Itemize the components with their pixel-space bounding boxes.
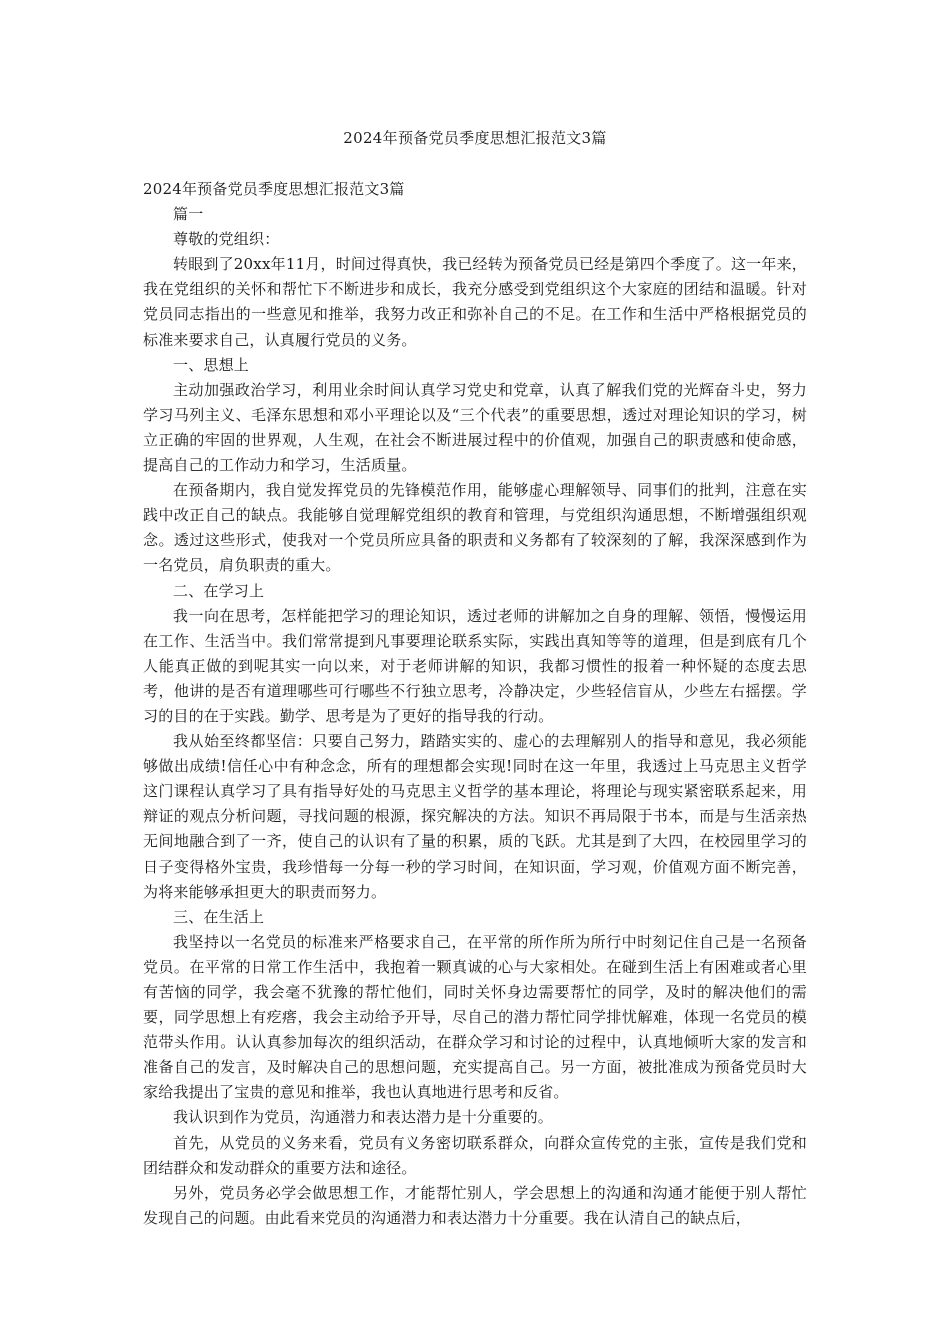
salutation: 尊敬的党组织： [173, 230, 280, 249]
section-heading: 三、在生活上 [173, 907, 265, 926]
paragraph: 另外，党员务必学会做思想工作，才能帮忙别人，学会思想上的沟通和沟通才能便于别人帮忙发现自己的问题。由此看来党员的沟通潜力和表达潜力十分重要。我在认清自己的缺点后， [143, 1183, 807, 1227]
paragraph: 首先，从党员的义务来看，党员有义务密切联系群众，向群众宣传党的主张，宣传是我们党和团结群众和发动群众的重要方法和途径。 [143, 1133, 807, 1177]
document-title: 2024年预备党员季度思想汇报范文3篇 [343, 129, 607, 147]
part-label: 篇一 [173, 205, 204, 224]
section-heading: 二、在学习上 [173, 581, 265, 600]
paragraph: 我坚持以一名党员的标准来严格要求自己，在平常的所作所为所行中时刻记住自己是一名预备党员。在平常的日常工作生活中，我抱着一颗真诚的心与大家相处。在碰到生活上有困难或者心里有苦恼的同学，我会毫不犹豫的帮忙他们，同时关怀身边需要帮忙的同学，及时的解决他们的需要，同学思想上有疙瘩，我会主动给予开导，尽自己的潜力帮忙同学排忧解难，体现一名党员的模范带头作用。认认真参加每次的组织活动，在群众学习和讨论的过程中，认真地倾听大家的发言和准备自己的发言，及时解决自己的思想问题，充实提高自己。另一方面，被批准成为预备党员时大家给我提出了宝贵的意见和推举，我也认真地进行思考和反省。 [143, 932, 807, 1102]
document-body [143, 177, 807, 1231]
paragraph: 转眼到了20xx年11月，时间过得真快，我已经转为预备党员已经是第四个季度了。这一年来，我在党组织的关怀和帮忙下不断进步和成长，我充分感受到党组织这个大家庭的团结和温暖。针对党员同志指出的一些意见和推举，我努力改正和弥补自己的不足。在工作和生活中严格根据党员的标准来要求自己，认真履行党员的义务。 [143, 255, 807, 349]
section-heading: 一、思想上 [173, 355, 250, 374]
document-subtitle: 2024年预备党员季度思想汇报范文3篇 [143, 180, 405, 198]
paragraph: 我认识到作为党员，沟通潜力和表达潜力是十分重要的。 [173, 1108, 554, 1127]
paragraph: 在预备期内，我自觉发挥党员的先锋模范作用，能够虚心理解领导、同事们的批判，注意在实践中改正自己的缺点。我能够自觉理解党组织的教育和管理，与党组织沟通思想，不断增强组织观念。透过这些形式，使我对一个党员所应具备的职责和义务都有了较深刻的了解，我深深感到作为一名党员，肩负职责的重大。 [143, 481, 807, 575]
paragraph: 主动加强政治学习，利用业余时间认真学习党史和党章，认真了解我们党的光辉奋斗史，努力学习马列主义、毛泽东思想和邓小平理论以及“三个代表”的重要思想，透过对理论知识的学习，树立正确的牢固的世界观，人生观，在社会不断进展过程中的价值观，加强自己的职责感和使命感，提高自己的工作动力和学习，生活质量。 [143, 380, 807, 475]
paragraph: 我一向在思考，怎样能把学习的理论知识，透过老师的讲解加之自身的理解、领悟，慢慢运用在工作、生活当中。我们常常提到凡事要理论联系实际，实践出真知等等的道理，但是到底有几个人能真正做的到呢其实一向以来，对于老师讲解的知识，我都习惯性的报着一种怀疑的态度去思考，他讲的是否有道理哪些可行哪些不行独立思考，冷静决定，少些轻信盲从，少些左右摇摆。学习的目的在于实践。勤学、思考是为了更好的指导我的行动。 [143, 606, 807, 725]
paragraph: 我从始至终都坚信：只要自己努力，踏踏实实的、虚心的去理解别人的指导和意见，我必须能够做出成绩!信任心中有种念念，所有的理想都会实现!同时在这一年里，我透过上马克思主义哲学这门课程认真学习了具有指导好处的马克思主义哲学的基本理论，将理论与现实紧密联系起来，用辩证的观点分析问题，寻找问题的根源，探究解决的方法。知识不再局限于书本，而是与生活亲热无间地融合到了一齐，使自己的认识有了量的积累，质的飞跃。尤其是到了大四，在校园里学习的日子变得格外宝贵，我珍惜每一分每一秒的学习时间，在知识面，学习观，价值观方面不断完善，为将来能够承担更大的职责而努力。 [143, 732, 807, 901]
